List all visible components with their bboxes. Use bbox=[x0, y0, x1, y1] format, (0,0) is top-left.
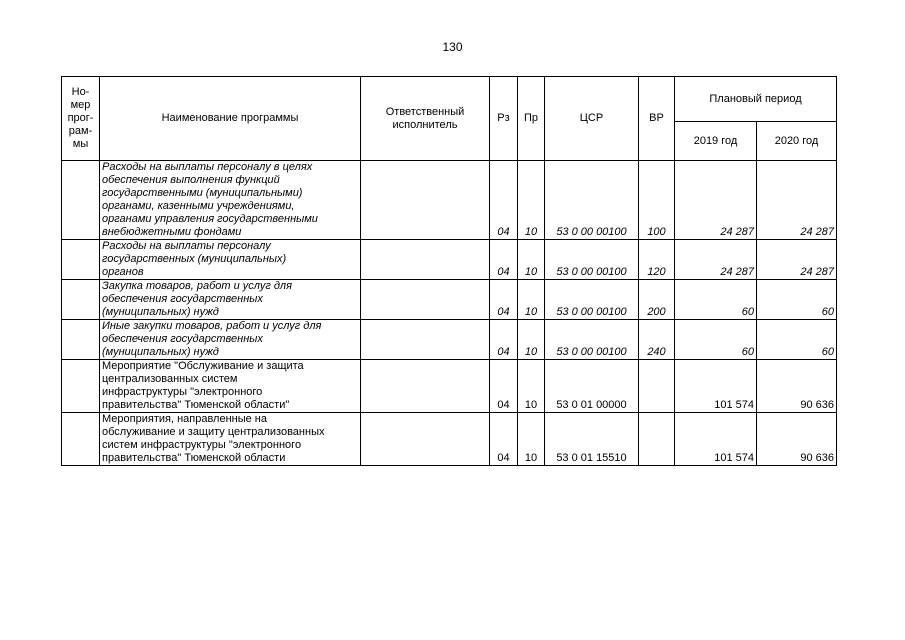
cell-amount-2019: 101 574 bbox=[675, 360, 757, 413]
cell-csr: 53 0 01 00000 bbox=[545, 360, 639, 413]
cell-amount-2020: 90 636 bbox=[757, 413, 837, 466]
program-name-line: обеспечения государственных bbox=[102, 333, 263, 345]
cell-program-name bbox=[100, 360, 361, 413]
cell-amount-2019: 101 574 bbox=[675, 413, 757, 466]
program-name-line: Закупка товаров, работ и услуг для bbox=[102, 280, 293, 292]
program-name-line: (муниципальных) нужд bbox=[102, 306, 219, 318]
table-row bbox=[62, 161, 837, 240]
cell-vr: 100 bbox=[639, 161, 675, 240]
cell-vr bbox=[639, 413, 675, 466]
header-row-top bbox=[62, 77, 837, 122]
cell-amount-2019: 60 bbox=[675, 280, 757, 320]
cell-program-number bbox=[62, 360, 100, 413]
cell-executor bbox=[361, 360, 490, 413]
cell-program-number bbox=[62, 413, 100, 466]
cell-amount-2020: 90 636 bbox=[757, 360, 837, 413]
page-number: 130 bbox=[442, 40, 463, 54]
cell-pr: 10 bbox=[518, 413, 545, 466]
header-planned-period: Плановый период bbox=[675, 77, 837, 122]
cell-executor bbox=[361, 320, 490, 360]
cell-amount-2020: 24 287 bbox=[757, 240, 837, 280]
program-name-line: систем инфраструктуры "электронного bbox=[102, 439, 302, 451]
program-name-line: Расходы на выплаты персоналу bbox=[102, 240, 271, 252]
cell-executor bbox=[361, 161, 490, 240]
program-name-line: государственными (муниципальными) bbox=[102, 187, 303, 199]
cell-pr: 10 bbox=[518, 240, 545, 280]
header-rz: Рз bbox=[490, 77, 518, 161]
table-row bbox=[62, 240, 837, 280]
header-program-number: Но- мер прог- рам- мы bbox=[62, 77, 100, 161]
cell-pr: 10 bbox=[518, 320, 545, 360]
cell-vr: 200 bbox=[639, 280, 675, 320]
cell-program-name bbox=[100, 161, 361, 240]
program-name-line: обслуживание и защиту централизованных bbox=[102, 426, 325, 438]
cell-program-number bbox=[62, 161, 100, 240]
cell-amount-2020: 60 bbox=[757, 280, 837, 320]
cell-executor bbox=[361, 240, 490, 280]
cell-rz: 04 bbox=[490, 320, 518, 360]
program-name-line: централизованных систем bbox=[102, 373, 238, 385]
table-body bbox=[62, 161, 837, 466]
cell-program-name bbox=[100, 280, 361, 320]
cell-program-number bbox=[62, 280, 100, 320]
header-year-2020: 2020 год bbox=[757, 122, 837, 161]
program-name-line: Расходы на выплаты персоналу в целях bbox=[102, 161, 313, 173]
cell-csr: 53 0 00 00100 bbox=[545, 320, 639, 360]
cell-program-name bbox=[100, 413, 361, 466]
cell-rz: 04 bbox=[490, 240, 518, 280]
cell-amount-2020: 60 bbox=[757, 320, 837, 360]
cell-program-name bbox=[100, 240, 361, 280]
program-name-line: обеспечения выполнения функций bbox=[102, 174, 280, 186]
cell-pr: 10 bbox=[518, 360, 545, 413]
cell-rz: 04 bbox=[490, 161, 518, 240]
program-name-line: Иные закупки товаров, работ и услуг для bbox=[102, 320, 322, 332]
cell-program-number bbox=[62, 320, 100, 360]
program-name-line: Мероприятия, направленные на bbox=[102, 413, 267, 425]
cell-pr: 10 bbox=[518, 280, 545, 320]
cell-csr: 53 0 00 00100 bbox=[545, 280, 639, 320]
program-name-line: органами, казенными учреждениями, bbox=[102, 200, 295, 212]
cell-pr: 10 bbox=[518, 161, 545, 240]
cell-rz: 04 bbox=[490, 280, 518, 320]
cell-program-name bbox=[100, 320, 361, 360]
cell-vr: 120 bbox=[639, 240, 675, 280]
table-row bbox=[62, 360, 837, 413]
cell-rz: 04 bbox=[490, 360, 518, 413]
table-row bbox=[62, 280, 837, 320]
cell-rz: 04 bbox=[490, 413, 518, 466]
cell-executor bbox=[361, 280, 490, 320]
header-pr: Пр bbox=[518, 77, 545, 161]
cell-csr: 53 0 00 00100 bbox=[545, 161, 639, 240]
header-vr: ВР bbox=[639, 77, 675, 161]
program-name-line: органов bbox=[102, 266, 144, 278]
cell-vr: 240 bbox=[639, 320, 675, 360]
cell-csr: 53 0 01 15510 bbox=[545, 413, 639, 466]
cell-amount-2019: 24 287 bbox=[675, 240, 757, 280]
cell-amount-2019: 60 bbox=[675, 320, 757, 360]
header-executor: Ответственный исполнитель bbox=[361, 77, 490, 161]
program-name-line: Мероприятие "Обслуживание и защита bbox=[102, 360, 304, 372]
program-name-line: правительства" Тюменской области bbox=[102, 452, 286, 464]
cell-program-number bbox=[62, 240, 100, 280]
program-name-line: обеспечения государственных bbox=[102, 293, 263, 305]
cell-csr: 53 0 00 00100 bbox=[545, 240, 639, 280]
cell-amount-2020: 24 287 bbox=[757, 161, 837, 240]
program-name-line: органами управления государственными bbox=[102, 213, 318, 225]
header-csr: ЦСР bbox=[545, 77, 639, 161]
header-year-2019: 2019 год bbox=[675, 122, 757, 161]
program-name-line: государственных (муниципальных) bbox=[102, 253, 287, 265]
table-row bbox=[62, 320, 837, 360]
cell-executor bbox=[361, 413, 490, 466]
table-row bbox=[62, 413, 837, 466]
cell-amount-2019: 24 287 bbox=[675, 161, 757, 240]
program-name-line: внебюджетными фондами bbox=[102, 226, 242, 238]
program-name-line: (муниципальных) нужд bbox=[102, 346, 219, 358]
program-name-line: инфраструктуры "электронного bbox=[102, 386, 263, 398]
program-name-line: правительства" Тюменской области" bbox=[102, 399, 290, 411]
cell-vr bbox=[639, 360, 675, 413]
budget-table bbox=[61, 76, 837, 466]
header-program-name: Наименование программы bbox=[100, 77, 361, 161]
